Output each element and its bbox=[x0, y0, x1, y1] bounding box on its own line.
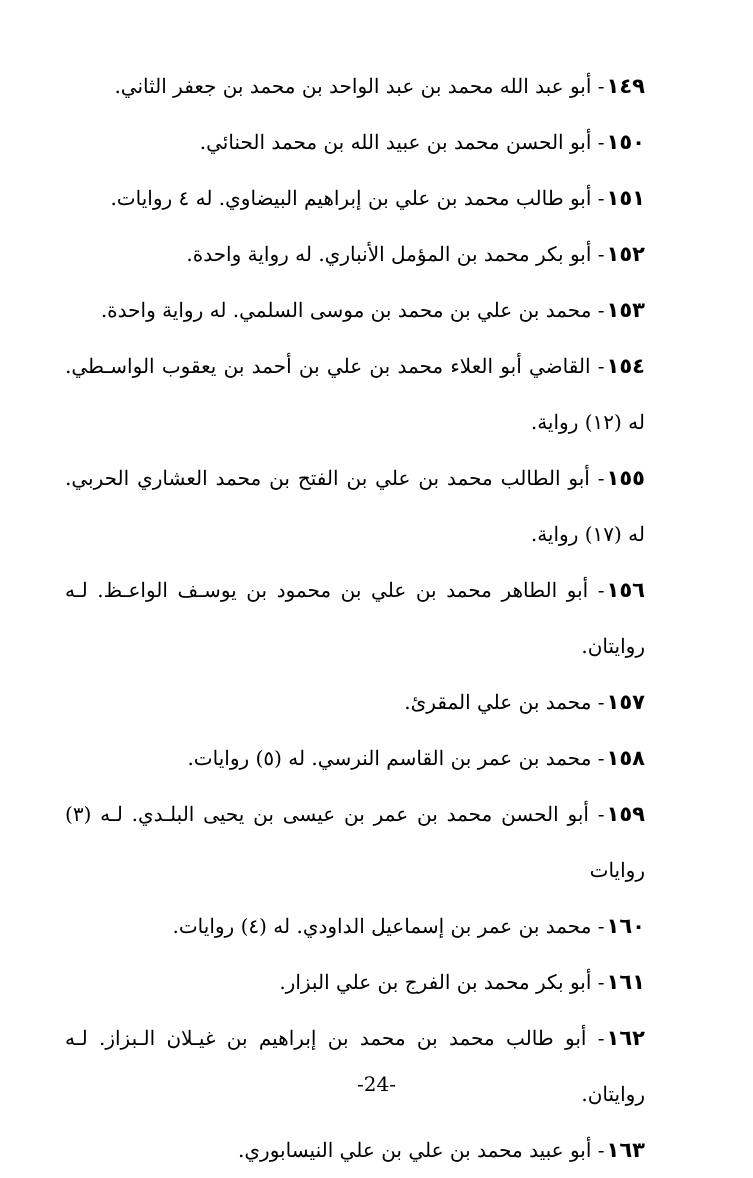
entry-number: ١٥٨ bbox=[606, 746, 645, 770]
entry-number: ١٥٩ bbox=[606, 802, 645, 826]
entry-162 bbox=[65, 1010, 645, 1122]
entry-157 bbox=[65, 674, 645, 730]
entry-number: ١٥٧ bbox=[606, 690, 645, 714]
entry-159 bbox=[65, 786, 645, 898]
entry-153 bbox=[65, 282, 645, 338]
entry-160 bbox=[65, 898, 645, 954]
page-number: -24- bbox=[357, 1072, 396, 1096]
entry-number: ١٥٢ bbox=[606, 242, 645, 266]
entry-number: ١٥٠ bbox=[606, 130, 645, 154]
entry-text: - أبو طالب محمد بن علي بن إبراهيم البيضاوي. له ٤ روايات. bbox=[110, 186, 605, 210]
entry-154 bbox=[65, 338, 645, 450]
entry-number: ١٥٤ bbox=[606, 354, 645, 378]
entry-number: ١٥١ bbox=[606, 186, 645, 210]
entry-149 bbox=[65, 58, 645, 114]
entry-number: ١٦٠ bbox=[606, 914, 645, 938]
entry-number: ١٥٣ bbox=[606, 298, 645, 322]
entry-text: - أبو الحسن محمد بن عبيد الله بن محمد الحنائي. bbox=[199, 130, 605, 154]
entry-text: - محمد بن علي المقرئ. bbox=[404, 690, 605, 714]
entry-text: - أبو الطاهر محمد بن علي بن محمود بن يوسـف الواعـظ. لـه روايتان. bbox=[65, 578, 645, 658]
entry-150 bbox=[65, 114, 645, 170]
entry-number: ١٥٥ bbox=[606, 466, 645, 490]
entry-155 bbox=[65, 450, 645, 562]
entry-number: ١٦٢ bbox=[606, 1026, 645, 1050]
entry-156 bbox=[65, 562, 645, 674]
entry-text: - أبو عبيد محمد بن علي بن علي النيسابوري. bbox=[238, 1138, 605, 1162]
entry-number: ١٤٩ bbox=[606, 74, 645, 98]
entry-151 bbox=[65, 170, 645, 226]
entry-text: - محمد بن علي بن محمد بن موسى السلمي. له رواية واحدة. bbox=[100, 298, 605, 322]
entry-text: - أبو الطالب محمد بن علي بن الفتح بن محمد العشاري الحربي. له (١٧) رواية. bbox=[65, 466, 645, 546]
entry-number: ١٦٣ bbox=[606, 1138, 645, 1162]
entry-text: - أبو بكر محمد بن الفرج بن علي البزار. bbox=[279, 970, 605, 994]
entry-number: ١٥٦ bbox=[606, 578, 645, 602]
entry-text: - القاضي أبو العلاء محمد بن علي بن أحمد بن يعقوب الواسـطي. له (١٢) رواية. bbox=[65, 354, 645, 434]
entry-text: - محمد بن عمر بن القاسم النرسي. له (٥) روايات. bbox=[187, 746, 605, 770]
entry-152 bbox=[65, 226, 645, 282]
entry-text: - أبو بكر محمد بن المؤمل الأنباري. له رواية واحدة. bbox=[186, 242, 605, 266]
entry-number: ١٦١ bbox=[606, 970, 645, 994]
entry-158 bbox=[65, 730, 645, 786]
entry-text: - أبو طالب محمد بن محمد بن إبراهيم بن غيـلان الـبزاز. لـه روايتان. bbox=[65, 1026, 645, 1106]
entry-163 bbox=[65, 1122, 645, 1178]
entry-161 bbox=[65, 954, 645, 1010]
entry-text: - أبو الحسن محمد بن عمر بن عيسى بن يحيى البلـدي. لـه (٣) روايات bbox=[65, 802, 645, 882]
entry-text: - أبو عبد الله محمد بن عبد الواحد بن محمد بن جعفر الثاني. bbox=[114, 74, 605, 98]
entry-text: - محمد بن عمر بن إسماعيل الداودي. له (٤) روايات. bbox=[172, 914, 605, 938]
